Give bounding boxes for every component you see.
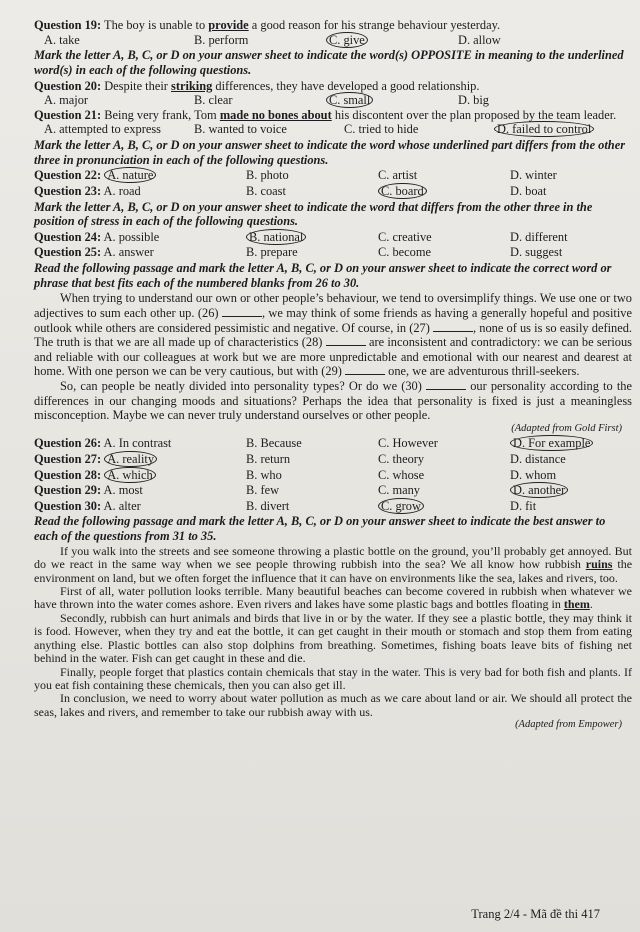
- question-29: [34, 483, 632, 498]
- question-20: [34, 79, 632, 94]
- option-c: C. creative: [378, 229, 432, 244]
- option-c: [326, 33, 458, 48]
- option-a: [34, 452, 246, 467]
- option-d: D. suggest: [510, 245, 563, 260]
- question-label: Question 20:: [34, 78, 102, 93]
- option-b: B. Because: [246, 436, 302, 451]
- circled-mark: C. give: [326, 32, 368, 48]
- blank-30: [426, 389, 466, 390]
- option-b: B. who: [246, 467, 282, 482]
- source-credit: (Adapted from Empower): [515, 719, 622, 731]
- option-c: C. whose: [378, 467, 425, 482]
- option-c: C. theory: [378, 451, 425, 466]
- option-b: B. clear: [194, 93, 233, 108]
- passage-text: When trying to understand our own or other people’s behaviour, we tend to oversimplify things. We use one or two adjectives to sum each other up. (26): [34, 291, 632, 320]
- passage-text: .: [589, 597, 593, 612]
- passage-1: [34, 291, 632, 435]
- keyword: provide: [208, 18, 249, 32]
- option-b: B. perform: [194, 32, 249, 47]
- circled-mark: A. which: [104, 467, 155, 483]
- option-a: [34, 184, 246, 199]
- option-c: [326, 93, 458, 108]
- option-c: C. become: [378, 245, 431, 260]
- option-d: D. whom: [510, 467, 557, 482]
- question-label: Question 22:: [34, 168, 102, 183]
- blank-26: [222, 316, 262, 317]
- passage-text: , we may think of some friends as having a generally hopeful and positive outlook while others are considered pessimistic and negative. Of course, in (27): [34, 305, 632, 335]
- options-21: [34, 122, 632, 137]
- option-a: [34, 483, 246, 498]
- question-22: [34, 168, 632, 183]
- option-c: C. tried to hide: [344, 122, 419, 137]
- options-20: [34, 93, 632, 108]
- passage-text: First of all, water pollution looks terrible. Many beautiful beaches can become covered in rubbish when whatever we have thrown into the water comes ashore. Even rivers and lakes have some plastic bags and bottles floating in: [34, 583, 632, 612]
- paragraph: In conclusion, we need to worry about water pollution as much as we care about land or air. We should all protect the seas, lakes and rivers, and remember to take our rubbish away with us.: [34, 691, 632, 719]
- option-a: A. attempted to express: [44, 122, 161, 137]
- instruction-opposite: Mark the letter A, B, C, or D on your answer sheet to indicate the word(s) OPPOSITE in meaning to the underlined word(s) in each of the following questions.: [34, 48, 624, 77]
- circled-mark: D. another: [510, 482, 568, 498]
- option-c: C. However: [378, 436, 438, 451]
- option-a: [34, 436, 246, 451]
- option-b: B. wanted to voice: [194, 122, 287, 137]
- paragraph: [34, 379, 632, 423]
- question-text: The boy is unable to: [104, 18, 206, 32]
- question-text: Despite their: [104, 78, 168, 93]
- option-a: [34, 245, 246, 260]
- passage-text: our personality according to the differences in our changing moods and situations? Perhaps the idea that personality is fixed is just a meaningless misconception. Maybe we can never truly understand ourselves or other people.: [34, 379, 632, 423]
- keyword: ruins: [585, 557, 613, 572]
- question-text: Being very frank, Tom: [104, 107, 217, 122]
- circled-mark: B. national: [246, 229, 306, 245]
- instruction-pronunciation: Mark the letter A, B, C, or D on your answer sheet to indicate the word whose underlined part differs from the other three in pronunciation in each of the following questions.: [34, 138, 626, 167]
- page-footer: Trang 2/4 - Mã đề thi 417: [471, 907, 600, 922]
- instruction-passage-1: Read the following passage and mark the letter A, B, C, or D on your answer sheet to indicate the correct word or phrase that best fits each of the numbered blanks from 26 to 30.: [34, 261, 612, 290]
- option-b: B. photo: [246, 168, 289, 183]
- question-24: [34, 230, 632, 245]
- keyword: made no bones about: [219, 107, 332, 122]
- passage-text: one, we are adventurous thrill-seekers.: [388, 364, 580, 379]
- option-d: [494, 122, 632, 137]
- option-a: [34, 468, 246, 483]
- blank-28: [326, 345, 366, 346]
- passage-2: [34, 545, 632, 731]
- option-b: B. few: [246, 483, 280, 498]
- question-label: Question 28:: [34, 467, 102, 482]
- paragraph: Finally, people forget that plastics contain chemicals that stay in the water. This is very bad for both fish and plants. If you eat fish containing these chemicals, then you can also get ill.: [34, 664, 632, 692]
- option-b: B. prepare: [246, 245, 298, 260]
- option-text: A. In contrast: [103, 436, 172, 451]
- option-b: B. coast: [246, 183, 286, 198]
- option-d: D. winter: [510, 168, 557, 183]
- passage-text: If you walk into the streets and see someone throwing a plastic bottle on the ground, you’ll probably get annoyed. But do we react in the same way when we see people throwing rubbish into the sea? We all know how rubbish: [34, 543, 632, 572]
- passage-text: , none of us is so easily defined. The truth is that we are all made up of characteristics (28): [34, 320, 632, 350]
- blank-27: [433, 331, 473, 332]
- question-26: [34, 436, 632, 451]
- question-21: [34, 108, 632, 123]
- option-b: [246, 230, 378, 245]
- option-d: D. allow: [458, 32, 501, 47]
- question-label: Question 30:: [34, 498, 102, 513]
- question-label: Question 19:: [34, 18, 102, 32]
- option-a: A. take: [44, 32, 80, 47]
- option-text: A. answer: [103, 245, 154, 260]
- option-d: D. distance: [510, 451, 566, 466]
- passage-text: the environment on land, but we often forget the influence that it can have on environments like the sea, lakes and rivers, too.: [34, 557, 633, 585]
- question-label: Question 24:: [34, 229, 102, 244]
- question-label: Question 25:: [34, 245, 102, 260]
- question-30: [34, 499, 632, 514]
- keyword: them: [563, 597, 590, 612]
- option-d: D. boat: [510, 183, 547, 198]
- question-text: his discontent over the plan proposed by the team leader.: [334, 107, 617, 122]
- question-label: Question 23:: [34, 183, 102, 198]
- question-23: [34, 184, 632, 199]
- passage-text: So, can people be neatly divided into personality types? Or do we (30): [60, 379, 422, 393]
- circled-mark: C. grow: [378, 498, 424, 514]
- option-c: C. many: [378, 483, 420, 498]
- instruction-passage-2: Read the following passage and mark the letter A, B, C, or D on your answer sheet to indicate the best answer to each of the questions from 31 to 35.: [34, 514, 606, 543]
- paragraph: Secondly, rubbish can hurt animals and birds that live in or by the water. If they see a plastic bottle, they may think it is food. However, when they try and eat the bottle, it can get caught in their mouth or stomach and stop them from eating anything else. Plastic bottles can also stop dolphins from breathing. Sometimes, fishing boats leave bits of fishing net behind in the water. Fish can get caught in these and die.: [34, 610, 632, 666]
- option-text: A. alter: [103, 498, 141, 513]
- question-label: Question 21:: [34, 107, 102, 122]
- blank-29: [345, 374, 385, 375]
- source-credit: (Adapted from Gold First): [511, 422, 622, 434]
- question-label: Question 27:: [34, 451, 102, 466]
- circled-mark: C. small: [326, 92, 373, 108]
- option-a: [34, 499, 246, 514]
- paragraph: [34, 585, 632, 612]
- paragraph: [34, 545, 632, 585]
- circled-mark: A. nature: [104, 167, 156, 183]
- options-19: [34, 33, 632, 48]
- circled-mark: C. board: [378, 183, 427, 199]
- circled-mark: D. For example: [510, 435, 593, 451]
- paragraph: [34, 291, 632, 379]
- option-text: A. most: [103, 483, 143, 498]
- question-25: [34, 245, 632, 260]
- option-d: [510, 483, 632, 498]
- option-text: A. road: [103, 183, 141, 198]
- option-b: B. divert: [246, 498, 290, 513]
- circled-mark: D. failed to control: [494, 121, 594, 137]
- question-label: Question 26:: [34, 436, 102, 451]
- option-c: C. artist: [378, 168, 418, 183]
- option-a: [34, 230, 246, 245]
- question-28: [34, 468, 632, 483]
- question-27: [34, 452, 632, 467]
- option-a: A. major: [44, 93, 89, 108]
- option-d: D. fit: [510, 498, 537, 513]
- option-d: [510, 436, 632, 451]
- option-text: A. possible: [103, 229, 160, 244]
- circled-mark: A. reality: [104, 451, 157, 467]
- option-b: B. return: [246, 451, 291, 466]
- option-c: [378, 184, 510, 199]
- option-c: [378, 499, 510, 514]
- passage-text: are inconsistent and contradictory: we can be serious and reliable with our colleagues at work but we are more unpredictable and emotional with our nearest and dearest at home. With one person we can be very cautious, but with (29): [34, 335, 632, 379]
- instruction-stress: Mark the letter A, B, C, or D on your answer sheet to indicate the word that differs from the other three in the position of stress in each of the following questions.: [34, 199, 593, 229]
- question-label: Question 29:: [34, 483, 102, 498]
- option-d: D. different: [510, 229, 568, 244]
- question-text: a good reason for his strange behaviour yesterday.: [251, 18, 501, 32]
- question-19: [34, 18, 632, 33]
- question-text: differences, they have developed a good relationship.: [215, 78, 480, 93]
- option-a: [34, 168, 246, 183]
- keyword: striking: [171, 78, 213, 93]
- option-d: D. big: [458, 93, 489, 108]
